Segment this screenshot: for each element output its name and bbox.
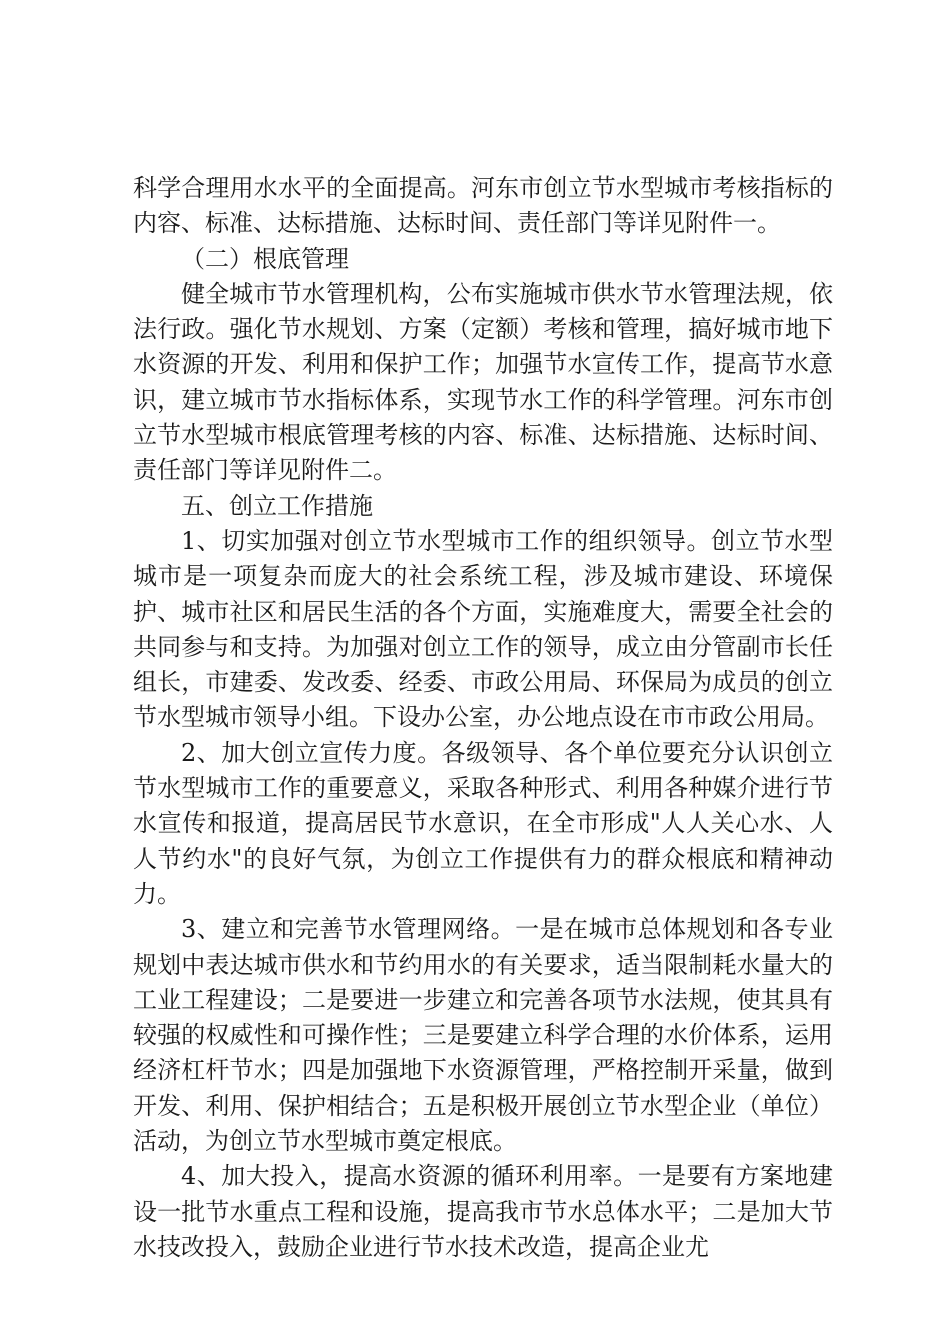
paragraph-measure-2: 2、加大创立宣传力度。各级领导、各个单位要充分认识创立节水型城市工作的重要意义，采取各种形式、利用各种媒介进行节水宣传和报道，提高居民节水意识，在全市形成"人人关心水、人人节约水"的良好气氛，为创立工作提供有力的群众根底和精神动力。 (133, 738, 833, 908)
section-heading-basic-management: （二）根底管理 (181, 244, 349, 273)
paragraph-basic-management: 健全城市节水管理机构，公布实施城市供水节水管理法规，依法行政。强化节水规划、方案（定额）考核和管理，搞好城市地下水资源的开发、利用和保护工作；加强节水宣传工作，提高节水意识，建立城市节水指标体系，实现节水工作的科学管理。河东市创立节水型城市根底管理考核的内容、标准、达标措施、达标时间、责任部门等详见附件二。 (133, 279, 833, 485)
paragraph-continuation: 科学合理用水水平的全面提高。河东市创立节水型城市考核指标的内容、标准、达标措施、达标时间、责任部门等详见附件一。 (133, 174, 833, 238)
section-heading-measures: 五、创立工作措施 (181, 491, 373, 520)
paragraph-measure-4: 4、加大投入，提高水资源的循环利用率。一是要有方案地建设一批节水重点工程和设施，提高我市节水总体水平；二是加大节水技改投入，鼓励企业进行节水技术改造，提高企业尤 (133, 1162, 833, 1261)
document-body (133, 171, 833, 1265)
paragraph-measure-1: 1、切实加强对创立节水型城市工作的组织领导。创立节水型城市是一项复杂而庞大的社会系统工程，涉及城市建设、环境保护、城市社区和居民生活的各个方面，实施难度大，需要全社会的共同参与和支持。为加强对创立工作的领导，成立由分管副市长任组长，市建委、发改委、经委、市政公用局、环保局为成员的创立节水型城市领导小组。下设办公室，办公地点设在市市政公用局。 (133, 526, 833, 732)
paragraph-measure-3: 3、建立和完善节水管理网络。一是在城市总体规划和各专业规划中表达城市供水和节约用水的有关要求，适当限制耗水量大的工业工程建设；二是要进一步建立和完善各项节水法规，使其具有较强的权威性和可操作性；三是要建立科学合理的水价体系，运用经济杠杆节水；四是加强地下水资源管理，严格控制开采量，做到开发、利用、保护相结合；五是积极开展创立节水型企业（单位）活动，为创立节水型城市奠定根底。 (133, 915, 833, 1156)
